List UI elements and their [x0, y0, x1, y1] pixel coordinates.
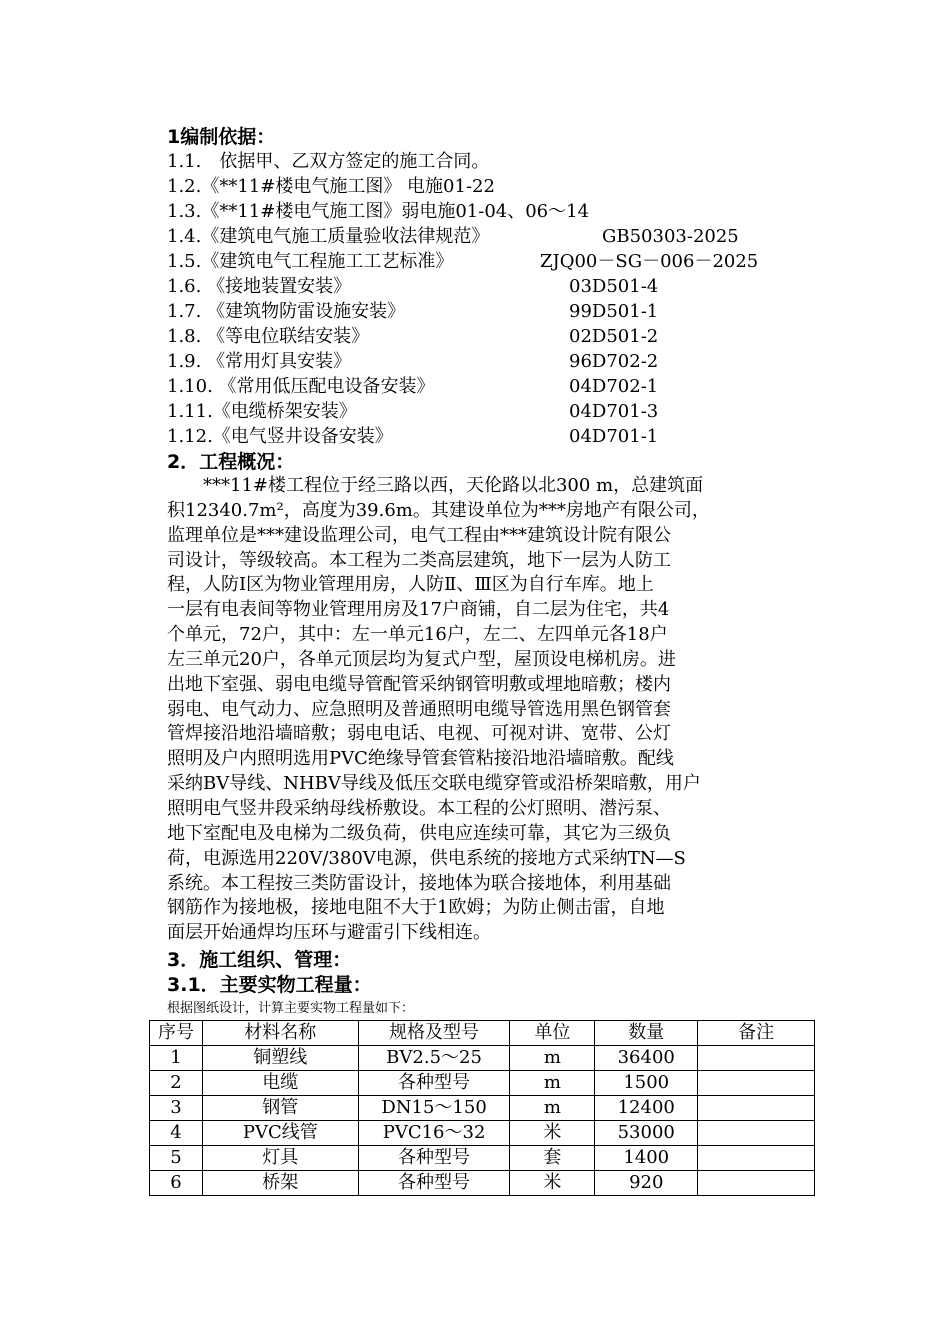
- reference-title: 1.3.《**11#楼电气施工图》弱电施01-04、06～14: [167, 201, 590, 222]
- reference-title: 1.11.《电缆桥架安装》: [167, 401, 357, 422]
- cell-remark: [698, 1121, 815, 1146]
- reference-title: 1.12.《电气竖井设备安装》: [167, 426, 393, 447]
- reference-code: 96D702-2: [569, 351, 659, 372]
- cell-remark: [698, 1171, 815, 1196]
- cell-unit: 米: [510, 1121, 595, 1146]
- header-cell-quantity: 数量: [595, 1021, 698, 1046]
- section-3-1-title: 3.1．主要实物工程量：: [167, 974, 372, 996]
- cell-spec: 各种型号: [358, 1171, 510, 1196]
- reference-item: [167, 249, 827, 274]
- cell-quantity: 36400: [595, 1046, 698, 1071]
- paragraph-line: 个单元，72户，其中：左一单元16户，左二、左四单元各18户: [167, 624, 668, 646]
- section-2-title: 2．工程概况：: [167, 451, 295, 473]
- cell-unit: m: [510, 1046, 595, 1071]
- header-cell-material: 材料名称: [202, 1021, 358, 1046]
- reference-item: [167, 324, 827, 349]
- cell-material: 电缆: [202, 1071, 358, 1096]
- cell-spec: DN15～150: [358, 1096, 510, 1121]
- cell-quantity: 12400: [595, 1096, 698, 1121]
- paragraph-line: 司设计，等级较高。本工程为二类高层建筑，地下一层为人防工: [167, 549, 671, 571]
- paragraph-line: 钢筋作为接地极，接地电阻不大于1欧姆；为防止侧击雷，自地: [167, 897, 665, 919]
- paragraph-line: 左三单元20户，各单元顶层均为复式户型，屋顶设电梯机房。进: [167, 648, 676, 670]
- reference-code: 99D501-1: [569, 301, 659, 322]
- cell-material: PVC线管: [202, 1121, 358, 1146]
- cell-remark: [698, 1071, 815, 1096]
- paragraph-line: 积12340.7m²，高度为39.6m。其建设单位为***房地产有限公司，: [167, 499, 710, 521]
- table-row: [150, 1121, 815, 1146]
- reference-code: 04D701-1: [569, 426, 659, 447]
- paragraph-line: 监理单位是***建设监理公司，电气工程由***建筑设计院有限公: [167, 524, 671, 546]
- cell-index: 4: [150, 1121, 203, 1146]
- reference-item: [167, 174, 827, 199]
- cell-quantity: 1400: [595, 1146, 698, 1171]
- reference-item: [167, 274, 827, 299]
- reference-title: 1.5.《建筑电气工程施工工艺标准》: [167, 251, 454, 272]
- paragraph-line: 照明及户内照明选用PVC绝缘导管套管粘接沿地沿墙暗敷。配线: [167, 748, 674, 770]
- reference-item: [167, 299, 827, 324]
- table-row: [150, 1171, 815, 1196]
- reference-item: [167, 349, 827, 374]
- section-3-title: 3．施工组织、管理：: [167, 949, 352, 971]
- reference-item: [167, 199, 827, 224]
- section-1-title: 1编制依据：: [167, 126, 276, 148]
- paragraph-line: 荷，电源选用220V/380V电源，供电系统的接地方式采纳TN—S: [167, 847, 686, 869]
- cell-material: 铜塑线: [202, 1046, 358, 1071]
- header-cell-unit: 单位: [510, 1021, 595, 1046]
- cell-spec: BV2.5～25: [358, 1046, 510, 1071]
- reference-title: 1.1. 依据甲、乙双方签定的施工合同。: [167, 151, 490, 172]
- paragraph-line: 出地下室强、弱电电缆导管配管采纳钢管明敷或埋地暗敷；楼内: [167, 673, 671, 695]
- reference-item: [167, 399, 827, 424]
- cell-quantity: 1500: [595, 1071, 698, 1096]
- cell-remark: [698, 1046, 815, 1071]
- reference-code: GB50303-2025: [602, 226, 739, 247]
- cell-material: 钢管: [202, 1096, 358, 1121]
- cell-quantity: 920: [595, 1171, 698, 1196]
- reference-code: 02D501-2: [569, 326, 659, 347]
- cell-unit: 套: [510, 1146, 595, 1171]
- quantity-table: [149, 1020, 815, 1196]
- table-row: [150, 1146, 815, 1171]
- cell-index: 5: [150, 1146, 203, 1171]
- reference-code: 04D701-3: [569, 401, 659, 422]
- table-header-row: [150, 1021, 815, 1046]
- cell-spec: 各种型号: [358, 1071, 510, 1096]
- cell-material: 桥架: [202, 1171, 358, 1196]
- paragraph-line: 面层开始通焊均压环与避雷引下线相连。: [167, 922, 491, 944]
- table-row: [150, 1096, 815, 1121]
- cell-remark: [698, 1146, 815, 1171]
- reference-item: [167, 424, 827, 449]
- header-cell-index: 序号: [150, 1021, 203, 1046]
- table-row: [150, 1046, 815, 1071]
- cell-spec: PVC16～32: [358, 1121, 510, 1146]
- reference-code: 03D501-4: [569, 276, 659, 297]
- cell-quantity: 53000: [595, 1121, 698, 1146]
- paragraph-line: 照明电气竖井段采纳母线桥敷设。本工程的公灯照明、潜污泵、: [167, 797, 671, 819]
- reference-code: ZJQ00－SG－006－2025: [540, 251, 759, 272]
- header-cell-spec: 规格及型号: [358, 1021, 510, 1046]
- paragraph-line: 一层有电表间等物业管理用房及17户商铺，自二层为住宅，共4: [167, 599, 670, 621]
- paragraph-line: 采纳BV导线、NHBV导线及低压交联电缆穿管或沿桥架暗敷，用户: [167, 773, 701, 795]
- reference-title: 1.4.《建筑电气施工质量验收法律规范》: [167, 226, 490, 247]
- reference-code: 04D702-1: [569, 376, 659, 397]
- reference-list: [167, 149, 827, 449]
- reference-title: 1.8. 《等电位联结安装》: [167, 326, 370, 347]
- reference-title: 1.7. 《建筑物防雷设施安装》: [167, 301, 406, 322]
- paragraph-line: 地下室配电及电梯为二级负荷，供电应连续可靠，其它为三级负: [167, 822, 671, 844]
- reference-item: [167, 224, 827, 249]
- cell-unit: m: [510, 1096, 595, 1121]
- reference-title: 1.6. 《接地装置安装》: [167, 276, 352, 297]
- project-overview-paragraph: [167, 474, 807, 946]
- header-cell-remark: 备注: [698, 1021, 815, 1046]
- reference-title: 1.10. 《常用低压配电设备安装》: [167, 376, 435, 397]
- cell-remark: [698, 1096, 815, 1121]
- table-intro-note: 根据图纸设计，计算主要实物工程量如下：: [167, 1001, 415, 1016]
- table-row: [150, 1071, 815, 1096]
- cell-unit: 米: [510, 1171, 595, 1196]
- paragraph-line: 弱电、电气动力、应急照明及普通照明电缆导管选用黑色钢管套: [167, 698, 671, 720]
- cell-index: 6: [150, 1171, 203, 1196]
- reference-item: [167, 149, 827, 174]
- reference-title: 1.9. 《常用灯具安装》: [167, 351, 352, 372]
- cell-index: 2: [150, 1071, 203, 1096]
- cell-index: 3: [150, 1096, 203, 1121]
- paragraph-line: 程，人防Ⅰ区为物业管理用房，人防Ⅱ、Ⅲ区为自行车库。地上: [167, 574, 654, 596]
- reference-title: 1.2.《**11#楼电气施工图》 电施01-22: [167, 176, 495, 197]
- cell-spec: 各种型号: [358, 1146, 510, 1171]
- paragraph-line: 管焊接沿地沿墙暗敷；弱电电话、电视、可视对讲、宽带、公灯: [167, 723, 671, 745]
- cell-unit: m: [510, 1071, 595, 1096]
- paragraph-line: 系统。本工程按三类防雷设计，接地体为联合接地体，利用基础: [167, 872, 671, 894]
- reference-item: [167, 374, 827, 399]
- cell-index: 1: [150, 1046, 203, 1071]
- cell-material: 灯具: [202, 1146, 358, 1171]
- paragraph-line: ***11#楼工程位于经三路以西，天伦路以北300 m，总建筑面: [167, 475, 704, 496]
